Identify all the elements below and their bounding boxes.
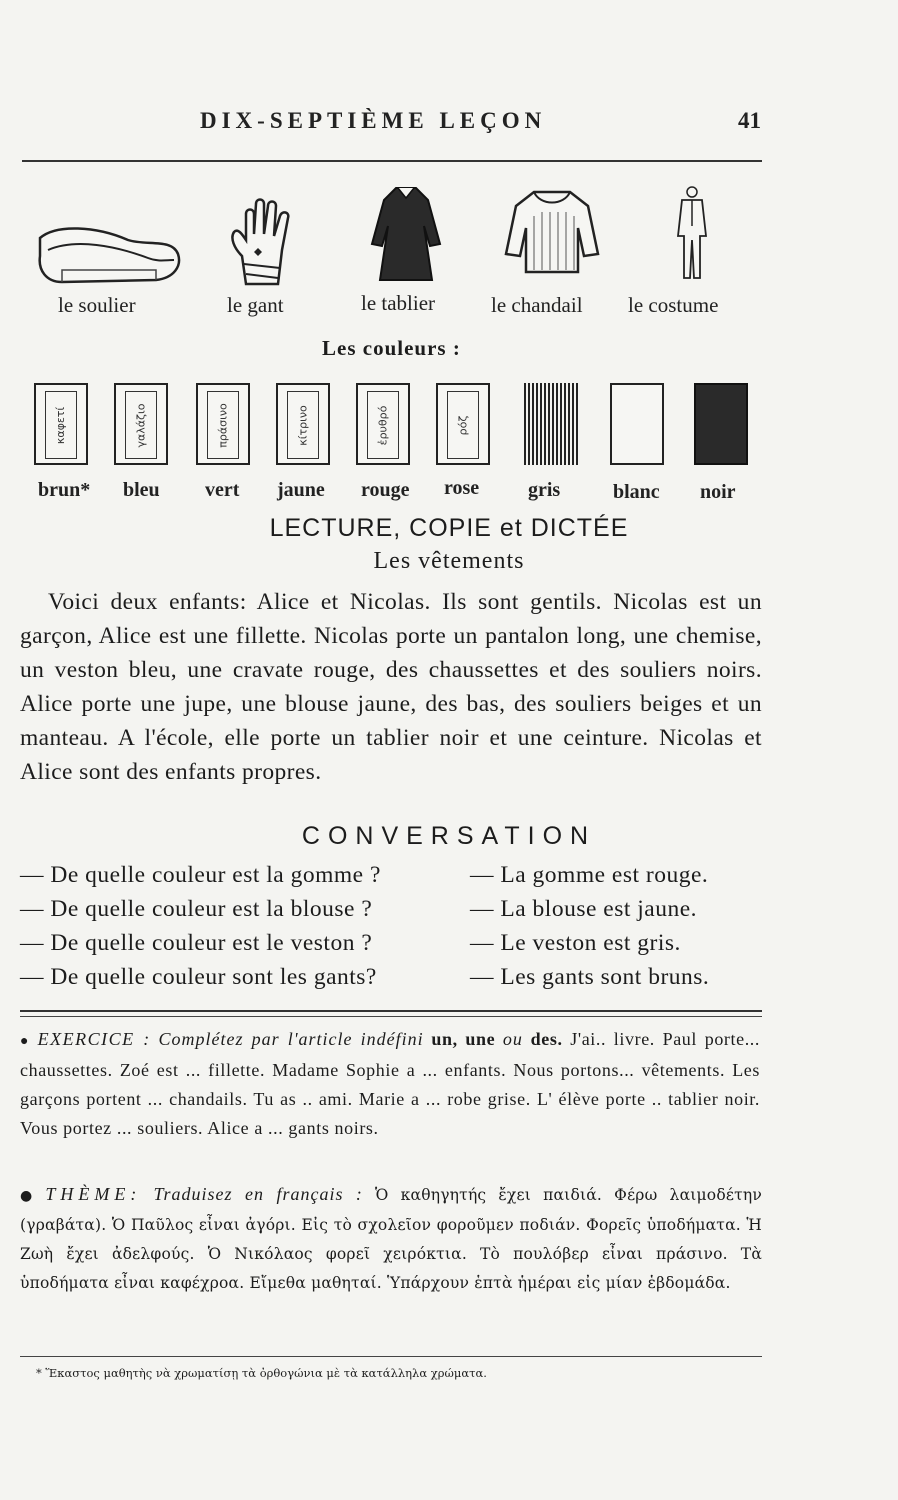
reading-section-title: LECTURE, COPIE et DICTÉE bbox=[269, 514, 629, 542]
swatch-inner-box bbox=[287, 391, 319, 459]
reading-text: Voici deux enfants: Alice et Nicolas. Ils sont gentils. Nicolas est un garçon, Alice est une fillette. Nicolas porte un pantalon long, une chemise, un veston bleu, une cravate rouge, des chaussettes et des souliers noirs. Alice porte une jupe, une blouse jaune, des bas, des souliers beiges et un manteau. A l'école, elle porte un tablier noir et une ceinture. Nicolas et Alice sont des enfants propres. bbox=[20, 589, 762, 785]
color-label-vert: vert bbox=[205, 479, 240, 501]
conversation-question: — De quelle couleur est le veston ? bbox=[20, 930, 373, 956]
exercise-block bbox=[20, 1025, 760, 1143]
conversation-question: — De quelle couleur est la gomme ? bbox=[20, 862, 381, 888]
conversation-line bbox=[20, 896, 762, 930]
conversation-line bbox=[20, 930, 762, 964]
swatch-noir bbox=[694, 383, 748, 465]
swatch-greek-label: πράσινο bbox=[216, 402, 230, 448]
swatch-inner-box bbox=[367, 391, 399, 459]
color-label-jaune: jaune bbox=[277, 479, 325, 501]
label-tablier: le tablier bbox=[361, 291, 436, 315]
bullet-icon: ● bbox=[20, 1034, 32, 1049]
swatch-brun bbox=[34, 383, 88, 465]
glove-illustration bbox=[228, 194, 300, 288]
conversation-line bbox=[20, 862, 762, 896]
swatch-vert bbox=[196, 383, 250, 465]
reading-subtitle: Les vêtements bbox=[373, 548, 525, 574]
swatch-greek-label: κίτρινο bbox=[296, 404, 310, 446]
color-label-brun: brun* bbox=[38, 479, 91, 501]
conversation-answer: — La gomme est rouge. bbox=[470, 862, 709, 888]
swatch-bleu bbox=[114, 383, 168, 465]
label-chandail: le chandail bbox=[491, 293, 583, 317]
label-costume: le costume bbox=[628, 293, 719, 317]
exercise-articles: un, une bbox=[431, 1029, 496, 1049]
color-label-noir: noir bbox=[700, 481, 736, 503]
color-label-rose: rose bbox=[444, 477, 480, 499]
swatch-rouge bbox=[356, 383, 410, 465]
header-rule bbox=[22, 160, 762, 162]
exercise-instruction: Complétez par l'article indéfini bbox=[158, 1029, 424, 1049]
running-title: DIX-SEPTIÈME LEÇON bbox=[200, 108, 547, 133]
suit-illustration bbox=[672, 186, 712, 282]
bullet-icon: ● bbox=[20, 1188, 40, 1204]
reading-passage bbox=[20, 585, 762, 789]
exercise-label: EXERCICE : bbox=[37, 1029, 151, 1049]
theme-block bbox=[20, 1180, 762, 1298]
swatch-greek-label: ἐρυθρό bbox=[376, 405, 390, 445]
swatch-inner-box bbox=[45, 391, 77, 459]
shoe-illustration bbox=[36, 220, 184, 286]
conversation-title: CONVERSATION bbox=[301, 822, 597, 850]
colors-heading: Les couleurs : bbox=[322, 336, 461, 360]
page-number: 41 bbox=[738, 108, 761, 133]
theme-label: THÈME: bbox=[45, 1184, 142, 1204]
sweater-illustration bbox=[504, 186, 600, 276]
theme-instruction: Traduisez en français : bbox=[153, 1184, 363, 1204]
swatch-greek-label: καφετί bbox=[54, 406, 68, 444]
swatch-inner-box bbox=[125, 391, 157, 459]
label-soulier: le soulier bbox=[58, 293, 136, 317]
section-divider bbox=[20, 1016, 762, 1017]
label-gant: le gant bbox=[227, 293, 284, 317]
conversation-answer: — Les gants sont bruns. bbox=[470, 964, 710, 990]
footnote-rule bbox=[20, 1356, 762, 1357]
swatch-inner-box bbox=[447, 391, 479, 459]
swatch-jaune bbox=[276, 383, 330, 465]
swatch-rose bbox=[436, 383, 490, 465]
conversation-question: — De quelle couleur sont les gants? bbox=[20, 964, 377, 990]
exercise-or-word: ou bbox=[502, 1029, 523, 1049]
theme-text: Ὁ καθηγητής ἔχει παιδιά. Φέρω λαιμοδέτην (γραβάτα). Ὁ Παῦλος εἶναι ἀγόρι. Εἰς τὸ σχολεῖον φοροῦμεν ποδιάν. Φορεῖς ὑποδήματα. Ἡ Ζωὴ ἔχει ἀδελφούς. Ὁ Νικόλαος φορεῖ χειρόκτια. Τὸ πουλόβερ εἶναι πράσινο. Τὰ ὑποδήματα εἶναι καφέχροα. Εἴμεθα μαθηταί. Ὑπάρχουν ἑπτὰ ἡμέραι εἰς μίαν ἑβδομάδα. bbox=[20, 1186, 762, 1292]
conversation-answer: — La blouse est jaune. bbox=[470, 896, 698, 922]
color-label-rouge: rouge bbox=[361, 479, 410, 501]
conversation-line bbox=[20, 964, 762, 998]
swatch-greek-label: ρόζ bbox=[456, 415, 470, 435]
swatch-blanc bbox=[610, 383, 664, 465]
section-divider bbox=[20, 1010, 762, 1012]
page-header bbox=[0, 108, 898, 142]
footnote: * Ἕκαστος μαθητὴς νὰ χρωματίσῃ τὰ ὀρθογώνια μὲ τὰ κατάλληλα χρώματα. bbox=[36, 1366, 487, 1380]
conversation-question: — De quelle couleur est la blouse ? bbox=[20, 896, 373, 922]
color-label-bleu: bleu bbox=[123, 479, 160, 501]
swatch-inner-box bbox=[207, 391, 239, 459]
exercise-last-article: des. bbox=[530, 1029, 563, 1049]
apron-illustration bbox=[368, 184, 444, 284]
swatch-greek-label: γαλάζιο bbox=[134, 403, 148, 447]
swatch-gris bbox=[524, 383, 578, 465]
color-label-gris: gris bbox=[528, 479, 561, 501]
color-label-blanc: blanc bbox=[613, 481, 660, 503]
exercise-text: J'ai.. livre. Paul porte... chaussettes. Zoé est ... fillette. Madame Sophie a ... enfants. Nous portons... vêtements. Les garçons portent ... chandails. Tu as .. ami. Marie a ... robe grise. L' élève porte .. tablier noir. Vous portez ... souliers. Alice a ... gants noirs. bbox=[20, 1029, 760, 1138]
conversation-answer: — Le veston est gris. bbox=[470, 930, 681, 956]
